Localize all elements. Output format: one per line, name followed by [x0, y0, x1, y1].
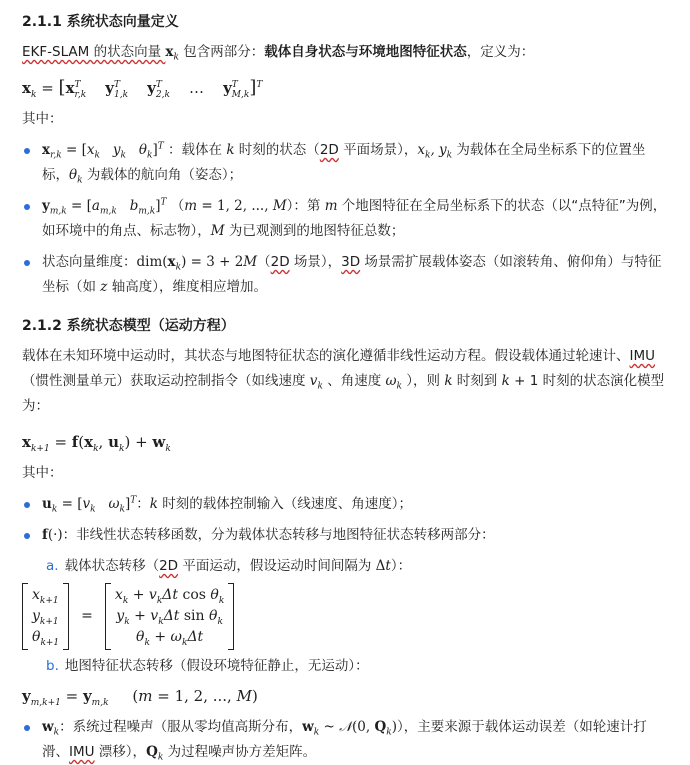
sub-item-a: a. 载体状态转移（2D 平面运动，假设运动时间间隔为 Δt）：: [46, 558, 412, 574]
list-item: $x_{r,k} = [x_k$ $y_k$ $\theta_k]^T$ ：载体在 k 时刻的状态（2D 平面场景），$x_k$, $y_k$ 为载体在全局坐标系下的位置坐标，$\theta_k$ 为载体的航向角（姿态）；: [22, 138, 672, 188]
matrix-lhs: $x_{k+1}$ $y_{k+1}$ $\theta_{k+1}$: [32, 587, 60, 648]
intro-paragraph: EKF-SLAM 的状态向量 $x_k$ 包含两部分：载体自身状态与环境地图特征状态，定义为：: [22, 44, 535, 63]
motion-equation: $x_{k+1} = f(x_k$, $u_k) + w_k$: [22, 433, 171, 454]
list-item: $w_k$：系统过程噪声（服从零均值高斯分布，$w_k$ ~ 𝒩(0, $Q_k$)），主要来源于载体运动误差（如轮速计打滑、IMU 漂移），$Q_k$ 为过程噪声协方差矩阵。: [22, 715, 672, 765]
state-transition-matrix: $x_{k+1}$ $y_{k+1}$ $\theta_{k+1}$ = $x_k + v_k\Delta t$ $\cos \theta_k$ $y_k + v_k\Delta t$ $\sin \theta_k$ $\theta_k + \omega_k\Delta t$: [22, 583, 690, 650]
where-label-2: 其中：: [22, 465, 63, 481]
noise-bullets: [22, 715, 690, 765]
section-heading-motion-model: 2.1.2 系统状态模型（运动方程）: [22, 318, 235, 334]
section-heading-state-vector: 2.1.1 系统状态向量定义: [22, 14, 179, 30]
motion-bullets: [22, 492, 690, 548]
sub-item-b: b. 地图特征状态转移（假设环境特征静止，无运动）：: [46, 658, 369, 674]
intro-bold: 载体自身状态与环境地图特征状态: [264, 44, 467, 60]
list-item: 状态向量维度：$dim(x_k) = 3 + 2M(2D$ 场景），3D 场景需扩展载体姿态（如滚转角、俯仰角）与特征坐标（如 z 轴高度），维度相应增加。: [22, 250, 672, 300]
motion-paragraph: 载体在未知环境中运动时，其状态与地图特征状态的演化遵循非线性运动方程。假设载体通过轮速计、IMU（惯性测量单元）获取运动控制指令（如线速度 $v_k$ 、角速度 $\omega_k$ ），则 k 时刻到 k + 1 时刻的状态演化模型为：: [22, 348, 665, 414]
feature-transition-equation: $y_{m,k+1} = y_{m,k}$ (m = 1, 2, ..., M): [22, 687, 258, 708]
list-item: $y_{m,k} = [a_{m,k}$ $b_{m,k}]^T$ （m = 1, 2, ..., M）：第 m 个地图特征在全局坐标系下的状态（以“点特征”为例，如环境中的角点、标志物），M 为已观测到的地图特征总数；: [22, 194, 672, 244]
matrix-rhs: $x_k + v_k\Delta t$ $\cos \theta_k$ $y_k + v_k\Delta t$ $\sin \theta_k$ $\theta_k + \omega_k\Delta t$: [114, 587, 225, 648]
list-item: f(·)：非线性状态转移函数，分为载体状态转移与地图特征状态转移两部分：: [22, 523, 672, 548]
state-vector-equation: $x_k = [x^T_{r,k}$ $y^T_{1,k}$ $y^T_{2,k}$ … $y^T_{M,k}]^T$: [22, 77, 263, 100]
state-vector-bullets: [22, 138, 690, 300]
list-item: $u_k = [v_k$ $\omega_k]^T$：k 时刻的载体控制输入（线速度、角速度）；: [22, 492, 672, 517]
where-label-1: 其中：: [22, 111, 63, 127]
intro-symbol: x: [165, 44, 174, 60]
intro-pre: EKF-SLAM 的状态向量: [22, 44, 166, 60]
